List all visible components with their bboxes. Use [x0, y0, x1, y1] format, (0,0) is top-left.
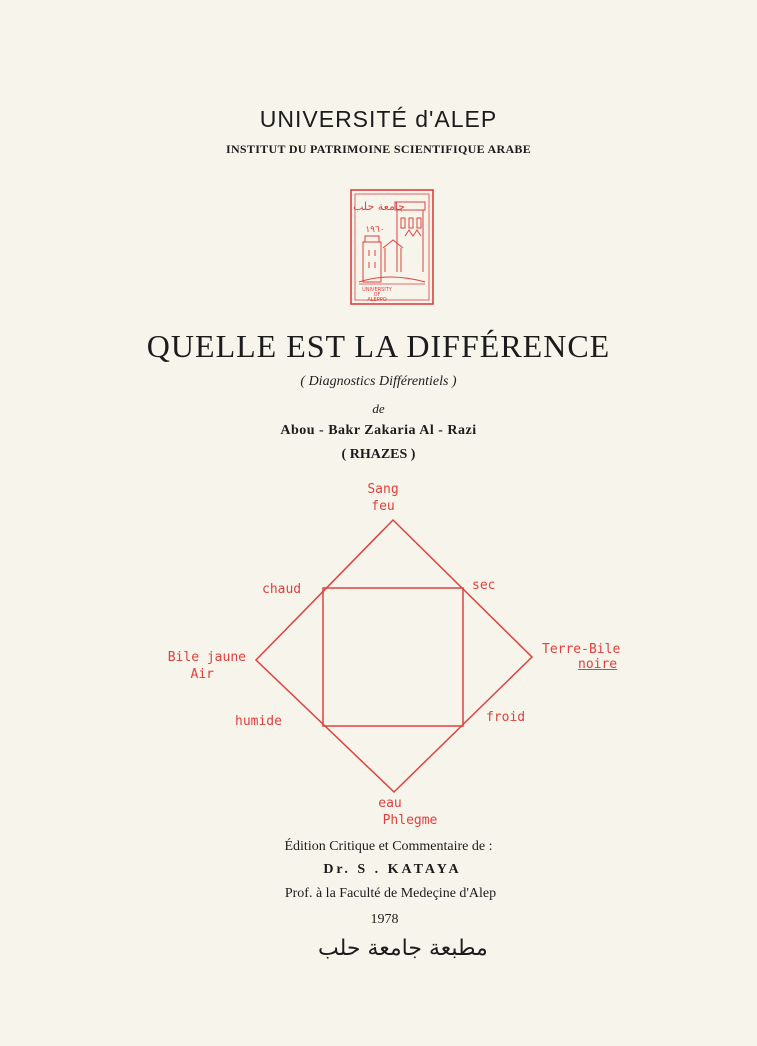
label-feu: feu	[371, 499, 395, 514]
publication-year: 1978	[370, 912, 399, 927]
by-word: de	[372, 401, 385, 416]
label-terre-bile: Terre-Bile	[542, 642, 621, 657]
logo-caption-line2: OF	[373, 292, 381, 298]
logo-year: ١٩٦٠	[365, 225, 385, 235]
author-name: Abou - Bakr Zakaria Al - Razi	[280, 423, 477, 438]
edition-line: Édition Critique et Commentaire de :	[284, 839, 493, 854]
diagram-outer-diamond	[256, 520, 532, 792]
label-eau: eau	[378, 796, 402, 811]
editor-name: Dr. S . KATAYA	[323, 862, 462, 877]
label-noire: noire	[578, 657, 618, 672]
book-title: QUELLE EST LA DIFFÉRENCE	[146, 328, 611, 364]
logo-caption-line1: UNIVERSITY	[362, 287, 392, 293]
logo-arabic-name: جامعة حلب	[353, 200, 405, 213]
diagram-inner-square	[323, 588, 463, 726]
editor-affiliation: Prof. à la Faculté de Medeçine d'Alep	[284, 886, 497, 901]
label-chaud: chaud	[262, 582, 302, 597]
book-subtitle: ( Diagnostics Différentiels )	[300, 374, 457, 389]
label-sang: Sang	[367, 482, 399, 497]
logo-caption-line3: ALEPPO	[367, 297, 387, 303]
label-bile-jaune: Bile jaune	[167, 650, 246, 665]
institute-name: INSTITUT DU PATRIMOINE SCIENTIFIQUE ARABE	[225, 142, 532, 156]
label-phlegme: Phlegme	[382, 813, 438, 828]
university-name: UNIVERSITÉ d'ALEP	[259, 106, 498, 132]
author-alias: ( RHAZES )	[341, 447, 416, 462]
label-humide: humide	[235, 714, 282, 729]
label-air: Air	[190, 667, 214, 682]
publisher-arabic: مطبعة جامعة حلب	[318, 936, 488, 961]
label-sec: sec	[472, 578, 496, 593]
label-froid: froid	[486, 710, 526, 725]
